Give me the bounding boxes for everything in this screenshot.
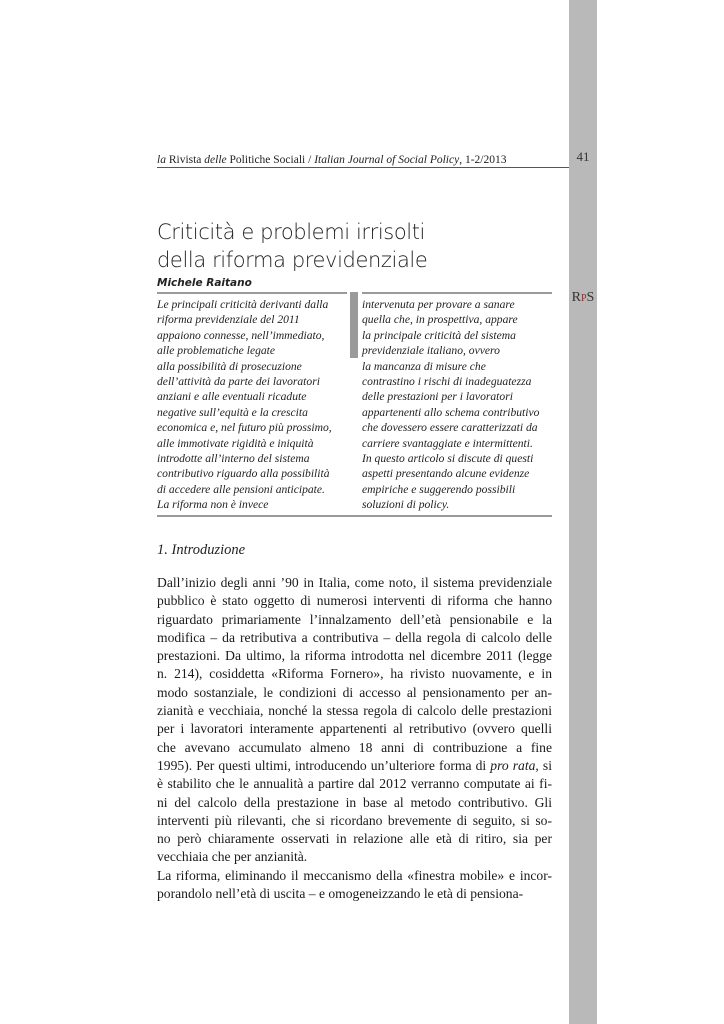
article-title [157,218,557,274]
running-head-delle: delle [204,154,227,166]
title-line-1: Criticità e problemi irrisolti [157,220,425,244]
body-line: riguardato primariamente l’innalzamento dell’età pensionabile e la [157,611,552,627]
running-head-politiche: Politiche Sociali / [229,154,312,166]
abstract-right-column [362,297,554,513]
body-line: 1995). Per questi ultimi, introducendo un’ulteriore forma di pro rata, si [157,757,552,773]
abstract-line: contributivo riguardo alla possibilità [157,467,330,481]
abstract-line: introdotte all’interno del sistema [157,452,310,466]
logo-r: R [571,290,581,305]
abstract-line: alle immotivate rigidità e iniquità [157,436,314,450]
abstract-line: economica e, nel futuro più prossimo, [157,421,332,435]
body-line: Dall’inizio degli anni ’90 in Italia, come noto, il sistema previdenziale [157,575,552,590]
abstract-column-divider [350,292,358,358]
body-line: porandolo nell’età di uscita – e omogeneizzando le età di pensiona- [157,886,524,902]
side-margin-bar [569,0,597,1024]
abstract-bottom-rule [157,515,552,517]
abstract-left-column [157,297,349,513]
abstract-line: negative sull’equità e la crescita [157,405,308,419]
abstract-top-rule-left [157,292,347,294]
abstract-line: Le principali criticità derivanti dalla [157,298,329,311]
abstract-line: appartenenti allo schema contributivo [362,405,540,419]
abstract-line: quella che, in prospettiva, appare [362,313,518,327]
body-line: vecchiaia che per anzianità. [157,849,308,865]
abstract-line: aspetti presentando alcune evidenze [362,467,530,481]
abstract-line: delle prestazioni per i lavoratori [362,390,513,404]
body-line: interventi più rilevanti, che si ricordano brevemente di seguito, si so- [157,812,552,828]
abstract-line: previdenziale italiano, ovvero [362,344,500,358]
abstract-line: In questo articolo si discute di questi [362,452,534,466]
page-number: 41 [576,149,590,164]
header-rule [157,167,569,168]
abstract-line: appaiono connesse, nell’immediato, [157,328,325,342]
abstract-line: la principale criticità del sistema [362,328,516,342]
body-line: prestazioni. Da ultimo, la riforma introdotta nel dicembre 2011 (legge [157,648,552,664]
body-line: no però chiaramente osservati in relazione alle età di ritiro, sia per [157,831,552,847]
author-name: Michele Raitano [157,277,252,289]
body-line: modifica – da retributiva a contributiva – della regola di calcolo delle [157,629,552,645]
abstract-line: contrastino i rischi di inadeguatezza [362,375,532,389]
body-line: pubblico è stato oggetto di numerosi interventi di riforma che hanno [157,593,552,609]
abstract-line: che dovessero essere caratterizzati da [362,421,538,435]
body-line: modo sostanziale, le condizioni di accesso al pensionamento per an- [157,684,552,700]
body-line: per i lavoratori interamente appartenenti al retributivo (ovvero quelli [157,721,552,737]
running-head-issue: , 1-2/2013 [459,154,507,166]
running-head-rivista: Rivista [168,154,202,166]
abstract-line: carriere svantaggiate e intermittenti. [362,436,533,450]
abstract-line: di accedere alle pensioni anticipate. [157,482,325,496]
running-head-english: Italian Journal of Social Policy [314,154,460,166]
body-text [157,574,552,903]
abstract-line: alle problematiche legate [157,344,276,358]
journal-logo [569,290,597,306]
abstract-line: empiriche e suggerendo possibili [362,482,516,496]
logo-s: S [586,290,595,305]
abstract-line: riforma previdenziale del 2011 [157,313,300,327]
abstract-top-rule-right [362,292,552,294]
title-line-2: della riforma previdenziale [157,248,428,272]
abstract-line: La riforma non è invece [157,498,269,512]
body-line: è stabilito che le annualità a partire dal 2012 verranno computate ai fi- [157,776,552,792]
running-head [157,154,506,166]
body-line: che avevano accumulato almeno 18 anni di contribuzione a fine [157,739,552,755]
section-heading: 1. Introduzione [157,542,246,558]
italic-term: pro rata [490,757,536,773]
body-line: La riforma, eliminando il meccanismo della «finestra mobile» e incor- [157,867,552,883]
abstract-line: alla possibilità di prosecuzione [157,359,302,373]
abstract-line: intervenuta per provare a sanare [362,298,515,311]
abstract-line: la mancanza di misure che [362,359,486,373]
abstract-line: anziani e alle eventuali ricadute [157,390,307,404]
body-line: ni del calcolo della prestazione in base al metodo contributivo. Gli [157,794,552,810]
logo-p: P [580,293,587,304]
body-line: zianità e vecchiaia, nonché la stessa regola di calcolo delle prestazioni [157,703,552,719]
abstract-line: soluzioni di policy. [362,498,450,512]
running-head-prefix: la [157,154,166,166]
body-line: n. 214), cosiddetta «Riforma Fornero», ha rivisto nuovamente, e in [157,666,552,682]
abstract-line: dell’attività da parte dei lavoratori [157,375,320,389]
